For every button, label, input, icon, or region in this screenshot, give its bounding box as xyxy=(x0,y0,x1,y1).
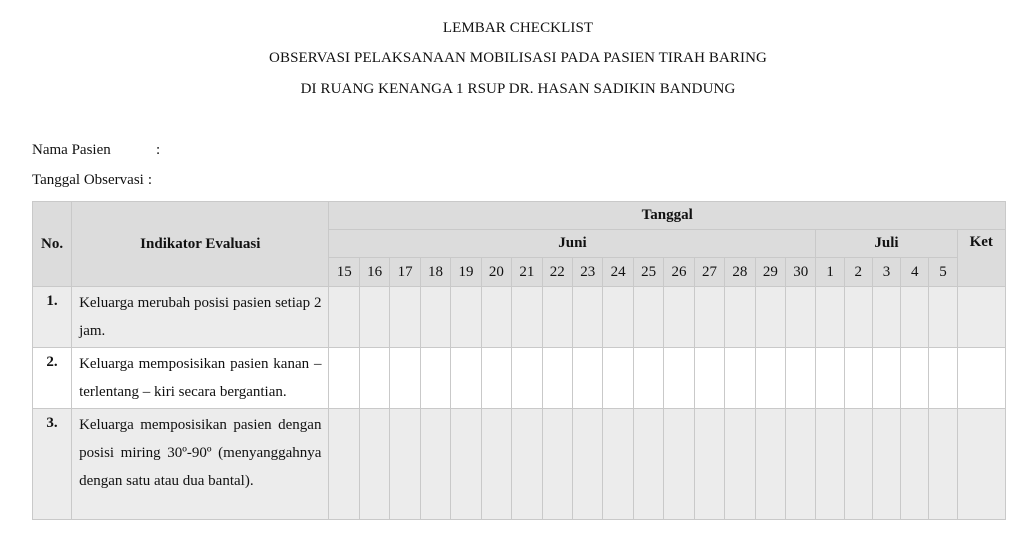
day-july-4: 4 xyxy=(901,258,929,287)
day-june-21: 21 xyxy=(512,258,542,287)
header-month-june: Juni xyxy=(329,230,816,258)
check-cell xyxy=(901,287,929,348)
note-cell xyxy=(957,409,1005,520)
check-cell xyxy=(603,348,633,409)
header-indicator: Indikator Evaluasi xyxy=(72,202,329,287)
check-cell xyxy=(572,348,602,409)
day-june-29: 29 xyxy=(755,258,785,287)
check-cell xyxy=(872,348,900,409)
check-cell xyxy=(329,409,359,520)
check-cell xyxy=(844,409,872,520)
check-cell xyxy=(844,287,872,348)
check-cell xyxy=(512,409,542,520)
day-june-26: 26 xyxy=(664,258,694,287)
check-cell xyxy=(420,409,450,520)
day-june-15: 15 xyxy=(329,258,359,287)
row-number: 1. xyxy=(33,287,72,348)
check-cell xyxy=(872,409,900,520)
check-cell xyxy=(390,409,420,520)
header-date: Tanggal xyxy=(329,202,1006,230)
check-cell xyxy=(844,348,872,409)
table-row xyxy=(33,287,1006,348)
patient-name-label: Nama Pasien xyxy=(32,142,111,158)
observation-date-label: Tanggal Observasi xyxy=(32,172,144,188)
check-cell xyxy=(755,287,785,348)
header-note: Ket xyxy=(957,230,1005,287)
check-cell xyxy=(664,409,694,520)
check-cell xyxy=(451,287,481,348)
patient-name-field xyxy=(32,141,161,159)
check-cell xyxy=(786,348,816,409)
day-july-5: 5 xyxy=(929,258,957,287)
check-cell xyxy=(664,287,694,348)
check-cell xyxy=(633,287,663,348)
day-june-23: 23 xyxy=(572,258,602,287)
check-cell xyxy=(901,348,929,409)
check-cell xyxy=(420,287,450,348)
check-cell xyxy=(603,287,633,348)
day-june-28: 28 xyxy=(725,258,755,287)
check-cell xyxy=(694,287,724,348)
header-no: No. xyxy=(33,202,72,287)
document-subtitle: OBSERVASI PELAKSANAAN MOBILISASI PADA PASIEN TIRAH BARING xyxy=(269,50,767,66)
day-june-19: 19 xyxy=(451,258,481,287)
check-cell xyxy=(725,348,755,409)
check-cell xyxy=(929,287,957,348)
table-row xyxy=(33,348,1006,409)
day-june-20: 20 xyxy=(481,258,511,287)
check-cell xyxy=(542,409,572,520)
check-cell xyxy=(725,409,755,520)
day-june-25: 25 xyxy=(633,258,663,287)
check-cell xyxy=(451,409,481,520)
day-june-22: 22 xyxy=(542,258,572,287)
check-cell xyxy=(359,348,389,409)
check-cell xyxy=(329,348,359,409)
checklist-table xyxy=(32,201,1006,520)
check-cell xyxy=(929,409,957,520)
day-june-30: 30 xyxy=(786,258,816,287)
check-cell xyxy=(359,287,389,348)
indicator-text: Keluarga memposisikan pasien kanan – terlentang – kiri secara bergantian. xyxy=(72,348,329,409)
day-june-18: 18 xyxy=(420,258,450,287)
indicator-text: Keluarga merubah posisi pasien setiap 2 jam. xyxy=(72,287,329,348)
check-cell xyxy=(786,409,816,520)
day-july-3: 3 xyxy=(872,258,900,287)
header-month-july: Juli xyxy=(816,230,957,258)
check-cell xyxy=(786,287,816,348)
check-cell xyxy=(390,287,420,348)
check-cell xyxy=(664,348,694,409)
check-cell xyxy=(872,287,900,348)
row-number: 2. xyxy=(33,348,72,409)
indicator-text: Keluarga memposisikan pasien dengan posisi miring 30º-90º (menyanggahnya dengan satu atau dua bantal). xyxy=(72,409,329,520)
day-june-27: 27 xyxy=(694,258,724,287)
check-cell xyxy=(329,287,359,348)
check-cell xyxy=(572,287,602,348)
check-cell xyxy=(359,409,389,520)
observation-date-separator: : xyxy=(147,172,153,188)
check-cell xyxy=(451,348,481,409)
check-cell xyxy=(481,287,511,348)
note-cell xyxy=(957,287,1005,348)
check-cell xyxy=(633,348,663,409)
document-location: DI RUANG KENANGA 1 RSUP DR. HASAN SADIKIN BANDUNG xyxy=(300,81,736,97)
check-cell xyxy=(816,409,844,520)
check-cell xyxy=(542,348,572,409)
document-title: LEMBAR CHECKLIST xyxy=(442,20,594,36)
check-cell xyxy=(694,409,724,520)
check-cell xyxy=(420,348,450,409)
row-number: 3. xyxy=(33,409,72,520)
check-cell xyxy=(901,409,929,520)
note-cell xyxy=(957,348,1005,409)
patient-name-separator: : xyxy=(156,142,161,158)
check-cell xyxy=(755,348,785,409)
check-cell xyxy=(694,348,724,409)
day-june-17: 17 xyxy=(390,258,420,287)
check-cell xyxy=(816,348,844,409)
check-cell xyxy=(816,287,844,348)
table-row xyxy=(33,409,1006,520)
day-june-24: 24 xyxy=(603,258,633,287)
check-cell xyxy=(481,348,511,409)
check-cell xyxy=(633,409,663,520)
check-cell xyxy=(572,409,602,520)
check-cell xyxy=(929,348,957,409)
check-cell xyxy=(481,409,511,520)
day-july-2: 2 xyxy=(844,258,872,287)
check-cell xyxy=(512,348,542,409)
check-cell xyxy=(603,409,633,520)
check-cell xyxy=(725,287,755,348)
check-cell xyxy=(542,287,572,348)
day-july-1: 1 xyxy=(816,258,844,287)
day-june-16: 16 xyxy=(359,258,389,287)
check-cell xyxy=(755,409,785,520)
check-cell xyxy=(512,287,542,348)
observation-date-field xyxy=(32,171,152,189)
check-cell xyxy=(390,348,420,409)
